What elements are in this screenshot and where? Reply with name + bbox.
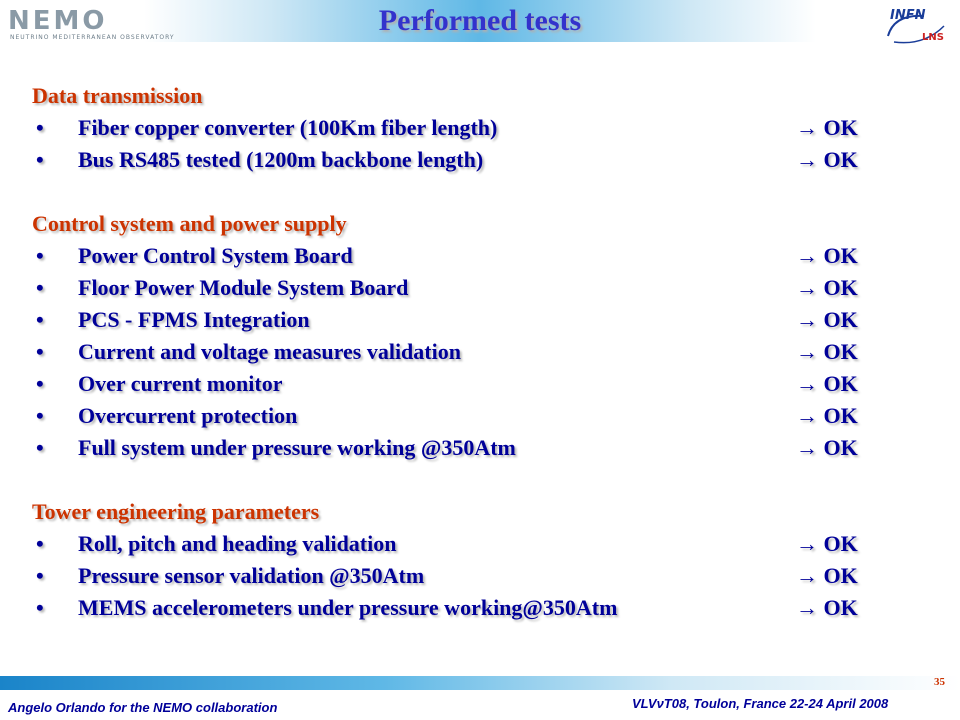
list-item <box>32 368 892 400</box>
bullet-icon: • <box>36 435 44 460</box>
slide-number: 35 <box>934 676 945 688</box>
footer-conference: VLVνT08, Toulon, France 22-24 April 2008 <box>632 696 889 711</box>
list-item <box>32 400 892 432</box>
item-status: → OK <box>796 243 858 268</box>
item-label: Bus RS485 tested (1200m backbone length) <box>78 147 484 172</box>
item-label: MEMS accelerometers under pressure working@350Atm <box>78 595 618 620</box>
bullet-icon: • <box>36 147 44 172</box>
nemo-logo-subtitle: NEUTRINO MEDITERRANEAN OBSERVATORY <box>10 34 175 41</box>
infn-logo <box>884 6 954 46</box>
item-label: Power Control System Board <box>78 243 353 268</box>
list-item <box>32 144 892 176</box>
lns-logo-word: LNS <box>922 32 944 43</box>
bullet-icon: • <box>36 115 44 140</box>
footer-bar <box>0 676 960 690</box>
list-item <box>32 528 892 560</box>
bullet-icon: • <box>36 531 44 556</box>
bullet-icon: • <box>36 275 44 300</box>
item-status: → OK <box>796 531 858 556</box>
slide-content <box>32 80 892 624</box>
bullet-icon: • <box>36 307 44 332</box>
item-status: → OK <box>796 595 858 620</box>
item-label: Fiber copper converter (100Km fiber length) <box>78 115 498 140</box>
item-label: PCS - FPMS Integration <box>78 307 310 332</box>
bullet-icon: • <box>36 595 44 620</box>
section-gap <box>32 464 892 496</box>
list-item <box>32 560 892 592</box>
list-item <box>32 112 892 144</box>
list-item <box>32 304 892 336</box>
section-heading-data-transmission: Data transmission <box>32 83 203 108</box>
item-status: → OK <box>796 275 858 300</box>
bullet-icon: • <box>36 563 44 588</box>
list-item <box>32 240 892 272</box>
list-item <box>32 336 892 368</box>
item-status: → OK <box>796 435 858 460</box>
item-label: Roll, pitch and heading validation <box>78 531 397 556</box>
item-label: Current and voltage measures validation <box>78 339 461 364</box>
bullet-icon: • <box>36 371 44 396</box>
section-gap <box>32 176 892 208</box>
item-label: Pressure sensor validation @350Atm <box>78 563 425 588</box>
section-heading-control-system: Control system and power supply <box>32 211 347 236</box>
footer-author: Angelo Orlando for the NEMO collaboration <box>8 700 278 715</box>
nemo-logo-word: NEMO <box>8 6 108 36</box>
list-item <box>32 272 892 304</box>
item-status: → OK <box>796 563 858 588</box>
item-status: → OK <box>796 115 858 140</box>
item-label: Overcurrent protection <box>78 403 298 428</box>
list-item <box>32 432 892 464</box>
item-status: → OK <box>796 307 858 332</box>
infn-logo-word: INFN <box>890 8 926 23</box>
item-status: → OK <box>796 339 858 364</box>
item-status: → OK <box>796 147 858 172</box>
bullet-icon: • <box>36 403 44 428</box>
item-label: Full system under pressure working @350Atm <box>78 435 516 460</box>
page-title: Performed tests <box>378 4 582 37</box>
list-item <box>32 592 892 624</box>
item-status: → OK <box>796 403 858 428</box>
bullet-icon: • <box>36 243 44 268</box>
item-status: → OK <box>796 371 858 396</box>
item-label: Floor Power Module System Board <box>78 275 409 300</box>
bullet-icon: • <box>36 339 44 364</box>
item-label: Over current monitor <box>78 371 283 396</box>
section-heading-tower-parameters: Tower engineering parameters <box>32 499 320 524</box>
